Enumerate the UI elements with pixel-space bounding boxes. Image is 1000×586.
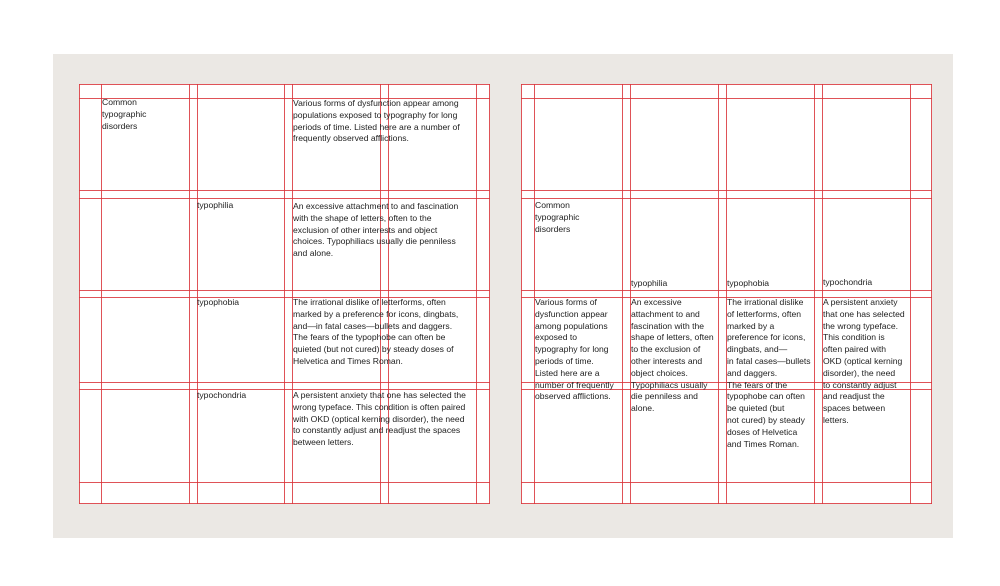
page-heading: Common typographic disorders [102, 97, 147, 131]
term-typophilia: typophilia [197, 200, 234, 210]
intro-text: Various forms of dysfunction appear among populations exposed to typography for long periods of time. Listed here are a number of frequently observed afflictions. [293, 98, 460, 144]
definition-typochondria: A persistent anxiety that one has selected the wrong typeface. This condition is often paired with OKD (optical kerning disorder), the need to constantly adjust and readjust the spaces between letters. [293, 390, 466, 448]
term-typochondria: typochondria [823, 277, 873, 287]
definition-typochondria: A persistent anxiety that one has selected the wrong typeface. This condition is often paired with OKD (optical kerning disorder), the need to constantly adjust and readjust the spaces between letters. [823, 297, 905, 425]
definition-typophilia: An excessive attachment to and fascination with the shape of letters, often to the exclusion of other interests and object choices. Typophiliacs usually die penniless and alone. [293, 201, 459, 259]
term-typochondria: typochondria [197, 390, 247, 400]
left-page [79, 84, 490, 504]
intro-text: Various forms of dysfunction appear among populations exposed to typography for long periods of time. Listed here are a number of frequently observed afflictions. [535, 297, 614, 402]
right-page [521, 84, 932, 504]
page-heading: Common typographic disorders [535, 200, 580, 234]
definition-typophilia: An excessive attachment to and fascination with the shape of letters, often to the exclusion of other interests and object choices. Typophiliacs usually die penniless and alone. [631, 297, 714, 414]
term-typophobia: typophobia [197, 297, 240, 307]
term-typophilia: typophilia [631, 278, 668, 288]
term-typophobia: typophobia [727, 278, 770, 288]
definition-typophobia: The irrational dislike of letterforms, often marked by a preference for icons, dingbats, and— in fatal cases—bullets and daggers. The fears of the typophobe can often be quieted (but not cured) by steady doses of Helvetica and Times Roman. [727, 297, 811, 449]
definition-typophobia: The irrational dislike of letterforms, often marked by a preference for icons, dingbats, and—in fatal cases—bullets and daggers. The fears of the typophobe can often be quieted (but not cured) by steady doses of Helvetica and Times Roman. [293, 297, 459, 366]
